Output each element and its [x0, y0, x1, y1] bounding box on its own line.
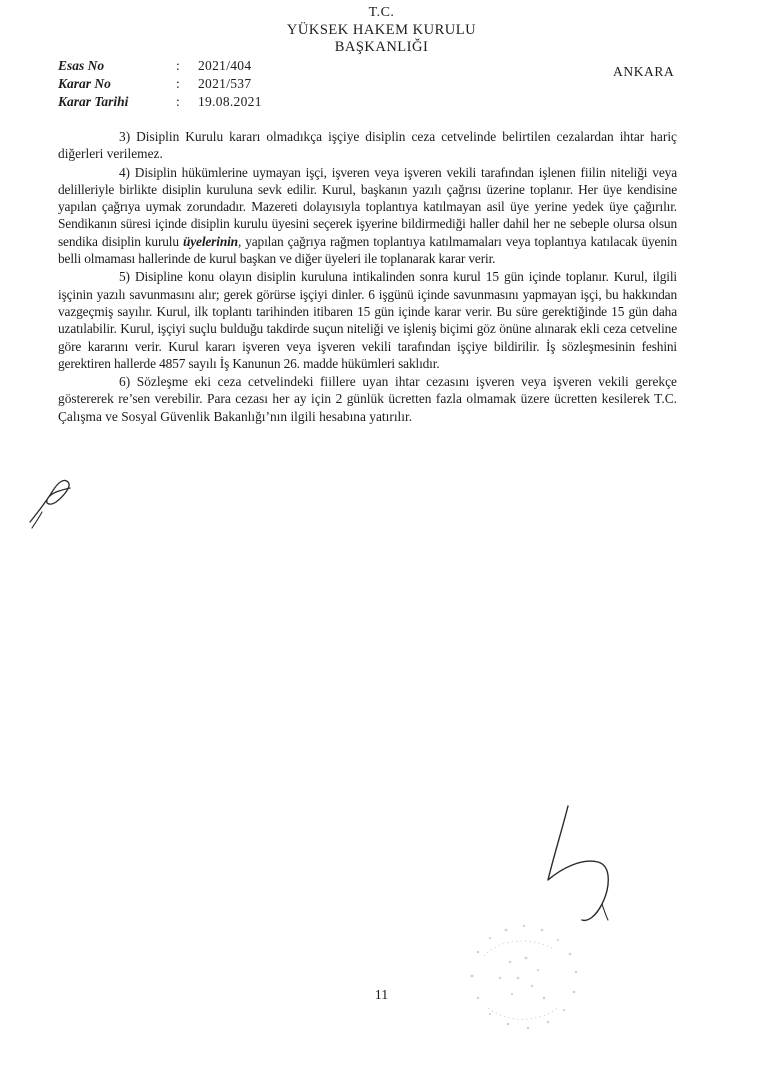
- meta-row-case-no: [58, 57, 262, 75]
- meta-label: Esas No: [58, 58, 105, 73]
- header-tc: T.C.: [368, 5, 395, 20]
- page-number: 11: [374, 988, 389, 1003]
- case-metadata: [58, 57, 262, 111]
- meta-value: 19.08.2021: [198, 94, 262, 109]
- header-court-name: YÜKSEK HAKEM KURULU: [286, 22, 477, 38]
- meta-label: Karar No: [58, 76, 111, 91]
- paragraph-4-emphasis: üyelerinin: [182, 233, 238, 249]
- meta-label: Karar Tarihi: [58, 94, 129, 109]
- paragraph-5: 5) Disipline konu olayın disiplin kuruluna intikalinden sonra kurul 15 gün içinde toplanır. Kurul, ilgili işçinin yazılı savunmasını alır; gerek görürse işçiyi dinler. 6 işgünü içinde savunmasını yapmayan işçi, bu hakkından vazgeçmiş sayılır. Kurul, ilk toplantı tarihinden itibaren 15 gün içinde karar verir. Bu süre gerektiğinde 15 gün daha uzatılabilir. Kurul, işçiyi suçlu bulduğu takdirde suçun niteliği ve işleniş biçimi göz önüne alınarak ekli ceza cetveline göre kararını verir. Kurul kararı işveren veya işveren vekili tarafından işçiye bildirilir. İş sözleşmesinin feshini gerektiren hallerde 4857 sayılı İş Kanunun 26. madde hükümleri saklıdır.: [58, 269, 677, 371]
- paragraph-6: 6) Sözleşme eki ceza cetvelindeki fiillere uyan ihtar cezasını işveren veya işveren vekili gerekçe göstererek re’sen verebilir. Para cezası her ay için 2 günlük ücretten fazla olmamak üzere ücretten kesilerek T.C. Çalışma ve Sosyal Güvenlik Bakanlığı’nın ilgili hesabına yatırılır.: [58, 374, 677, 424]
- meta-colon: :: [176, 58, 180, 73]
- paragraph-3: 3) Disiplin Kurulu kararı olmadıkça işçiye disiplin ceza cetvelinde belirtilen cezalardan ihtar hariç diğerleri verilemez.: [58, 129, 677, 162]
- meta-colon: :: [176, 76, 180, 91]
- handwritten-signature-icon: [540, 800, 630, 930]
- meta-row-decision-date: [58, 93, 262, 111]
- header-presidency: BAŞKANLIĞI: [334, 39, 429, 55]
- meta-value: 2021/404: [198, 58, 252, 73]
- handwritten-initial-icon: [22, 472, 82, 532]
- meta-row-decision-no: [58, 75, 262, 93]
- meta-colon: :: [176, 94, 180, 109]
- document-body: [58, 128, 677, 426]
- paragraph-4: [58, 164, 677, 268]
- faded-seal-icon: [448, 912, 598, 1052]
- paragraph-4-text-end: , yapılan çağrıya rağmen toplantıya katılmamaları veya toplantıya katılacak üyenin belli olmaması hallerinde de kurul başkan ve diğer üyeleri ile toplanarak karar verir.: [58, 233, 677, 267]
- meta-value: 2021/537: [198, 76, 252, 91]
- paragraph-4-text: 4) Disiplin hükümlerine uymayan işçi, işveren veya işveren vekili tarafından işlenen fiilin niteliği veya delilleriyle birlikte disiplin kuruluna sevk edilir. Kurul, başkanın yazılı çağrısı üzerine toplanır. Her üye kendisine yapılan çağrıya uymak zorundadır. Mazereti dolayısıyla toplantıya katılmayan asil üye yerine yedek üye çağırılır. Sendikanın süresi içinde disiplin kurulu üyesini seçerek işyerine bildirmediği haller dahil her ne sebeple olursa olsun sendika disiplin kurulu: [58, 164, 677, 249]
- city-label: ANKARA: [613, 64, 675, 79]
